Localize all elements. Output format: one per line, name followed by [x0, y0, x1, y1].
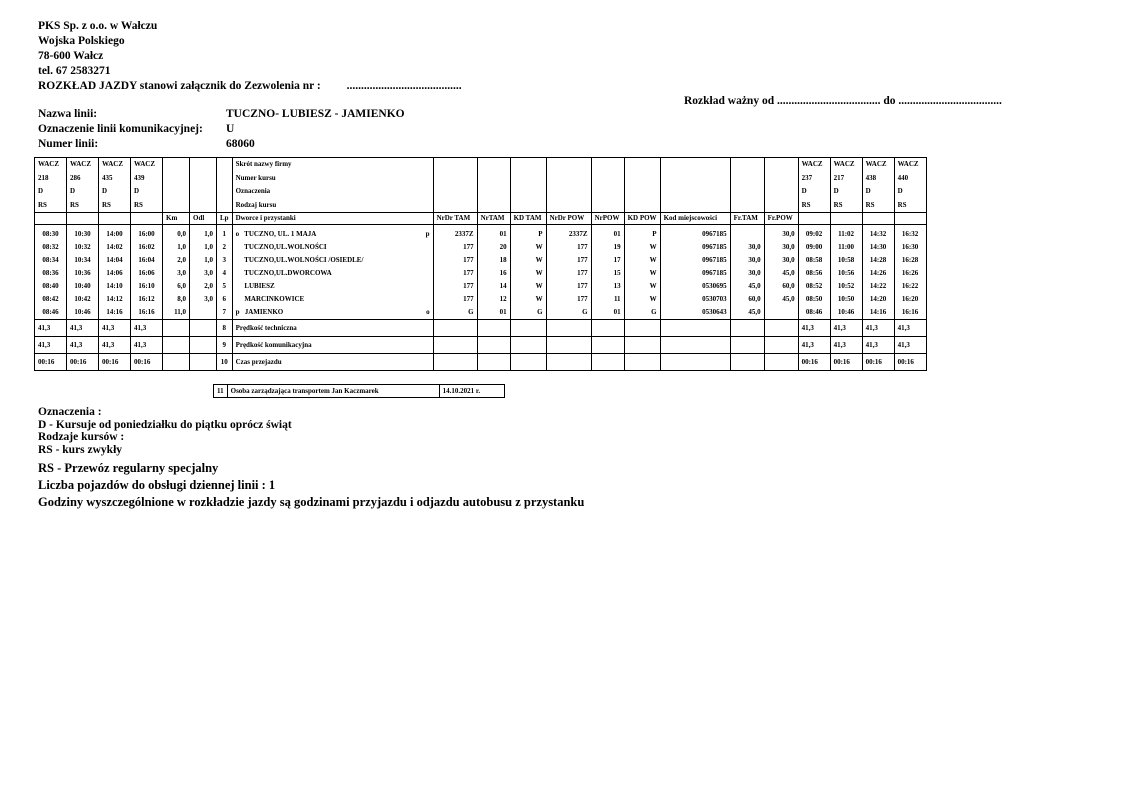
- stop-name: o TUCZNO, UL. 1 MAJA p: [235, 230, 430, 238]
- stop-km: 0,0: [177, 230, 186, 238]
- osoba-date: 14.10.2021 r.: [439, 385, 504, 398]
- left-times-col: [35, 225, 67, 320]
- stop-lp: 3: [222, 256, 227, 264]
- stop-lp: 1: [222, 230, 227, 238]
- line-name-value: TUCZNO- LUBIESZ - JAMIENKO: [226, 108, 405, 120]
- kd-pow-col: [624, 225, 660, 320]
- stop-lp: 2: [222, 243, 227, 251]
- fr-tam-col: [730, 225, 764, 320]
- header-legend-block: Skrót nazwy firmy Numer kursu Oznaczenia Rodzaj kursu: [232, 158, 433, 213]
- stop-nrdr-tam: 177: [463, 269, 474, 277]
- stop-nrdr-pow: G: [582, 308, 588, 316]
- legend-rs-plain: RS - kurs zwykły: [38, 444, 123, 456]
- departure-time: 10:58: [837, 256, 855, 264]
- stop-kod: 0967185: [702, 243, 727, 251]
- kd-tam-col: [510, 225, 546, 320]
- stops-data-row: [35, 225, 927, 320]
- departure-time: 14:16: [869, 308, 887, 316]
- departure-time: 16:22: [901, 282, 919, 290]
- odl-col: [190, 225, 217, 320]
- stop-nrdr-pow: 177: [577, 256, 588, 264]
- stop-kd-pow: W: [649, 256, 657, 264]
- transport-manager-box: [213, 384, 505, 398]
- stop-fr-pow: 45,0: [782, 295, 795, 303]
- stop-kd-pow: P: [652, 230, 657, 238]
- col-kd-pow: KD POW: [624, 213, 660, 225]
- stop-nr-pow: 13: [613, 282, 621, 290]
- departure-time: 16:00: [138, 230, 155, 238]
- stop-fr-pow: 60,0: [782, 282, 795, 290]
- stop-kod: 0967185: [702, 230, 727, 238]
- stop-kd-tam: W: [535, 243, 543, 251]
- stop-name: TUCZNO,UL.DWORCOWA: [235, 269, 332, 277]
- departure-time: 16:10: [138, 282, 155, 290]
- stop-lp: 4: [222, 269, 227, 277]
- legend-note: Godziny wyszczególnione w rozkładzie jazdy są godzinami przyjazdu i odjazdu autobusu z przystanku: [38, 495, 585, 509]
- stat-row-tech: 41,3 41,3 41,3 41,3 8 Prędkość techniczna 41,3 41,3 41,3 41,3: [35, 320, 927, 337]
- stop-km: 2,0: [177, 256, 186, 264]
- departure-time: 14:00: [106, 230, 123, 238]
- stop-odl: 3,0: [204, 295, 213, 303]
- departure-time: 10:46: [74, 308, 91, 316]
- legend-rs-special: RS - Przewóz regularny specjalny: [38, 461, 219, 475]
- stop-fr-tam: 30,0: [748, 256, 761, 264]
- right-course-header: WACZ 440 D RS: [894, 158, 926, 213]
- col-fr-tam: Fr.TAM: [730, 213, 764, 225]
- stop-nr-tam: 14: [499, 282, 507, 290]
- stop-kd-pow: G: [651, 308, 657, 316]
- stop-nrdr-pow: 177: [577, 295, 588, 303]
- nrdr-pow-col: [546, 225, 591, 320]
- left-course-header: WACZ 286 D RS: [67, 158, 99, 213]
- stop-nrdr-tam: 177: [463, 243, 474, 251]
- departure-time: 10:56: [837, 269, 855, 277]
- stop-name: TUCZNO,UL.WOLNOŚCI: [235, 243, 327, 251]
- departure-time: 14:16: [106, 308, 123, 316]
- km-col: [163, 225, 190, 320]
- column-headers-row: [35, 213, 927, 225]
- stop-nrdr-tam: 2337Z: [454, 230, 474, 238]
- stop-names-col: [232, 225, 433, 320]
- stop-nr-tam: 01: [499, 308, 507, 316]
- left-times-col: [67, 225, 99, 320]
- left-course-header: WACZ 439 D RS: [131, 158, 163, 213]
- departure-time: 10:30: [74, 230, 91, 238]
- departure-time: 16:04: [138, 256, 155, 264]
- stop-nr-pow: 01: [613, 308, 621, 316]
- col-nrdr-tam: NrDr TAM: [433, 213, 477, 225]
- departure-time: 16:20: [901, 295, 919, 303]
- stop-odl: 1,0: [204, 243, 213, 251]
- stop-fr-pow: 30,0: [782, 243, 795, 251]
- fr-pow-col: [764, 225, 798, 320]
- departure-time: 14:02: [106, 243, 123, 251]
- stat-row-czas: 00:16 00:16 00:16 00:16 10 Czas przejazdu 00:16 00:16 00:16 00:16: [35, 354, 927, 371]
- company-street: Wojska Polskiego: [38, 35, 125, 47]
- stop-kd-pow: W: [649, 295, 657, 303]
- departure-time: 11:00: [838, 243, 855, 251]
- stop-name: MARCINKOWICE: [235, 295, 305, 303]
- stop-nr-tam: 01: [499, 230, 507, 238]
- departure-time: 14:10: [106, 282, 123, 290]
- stop-fr-pow: 30,0: [782, 230, 795, 238]
- legend-d: D - Kursuje od poniedziałku do piątku oprócz świąt: [38, 419, 292, 431]
- line-number-label: Numer linii:: [38, 138, 99, 150]
- right-course-header: WACZ 217 D RS: [830, 158, 862, 213]
- line-designation-label: Oznaczenie linii komunikacyjnej:: [38, 123, 203, 135]
- left-course-header: WACZ 218 D RS: [35, 158, 67, 213]
- departure-time: 11:02: [838, 230, 855, 238]
- stop-kod: 0530703: [702, 295, 727, 303]
- departure-time: 09:02: [805, 230, 823, 238]
- departure-time: 08:30: [42, 230, 59, 238]
- stop-odl: 1,0: [204, 256, 213, 264]
- departure-time: 14:32: [869, 230, 887, 238]
- stop-nr-pow: 17: [613, 256, 621, 264]
- osoba-lp: 11: [214, 385, 228, 398]
- stop-odl: 3,0: [204, 269, 213, 277]
- departure-time: 14:22: [869, 282, 887, 290]
- stop-nrdr-tam: 177: [463, 295, 474, 303]
- validity-line: Rozkład ważny od .................................... do ....................................: [684, 95, 1002, 107]
- right-times-col: [830, 225, 862, 320]
- stop-nrdr-pow: 177: [577, 282, 588, 290]
- stop-fr-tam: 45,0: [748, 282, 761, 290]
- stop-nr-pow: 19: [613, 243, 621, 251]
- timetable: [34, 157, 927, 371]
- line-info: [38, 107, 405, 152]
- stop-nr-pow: 01: [613, 230, 621, 238]
- stop-kd-tam: W: [535, 269, 543, 277]
- departure-time: 14:20: [869, 295, 887, 303]
- departure-time: 16:12: [138, 295, 155, 303]
- stop-lp: 7: [222, 308, 227, 316]
- stop-kd-pow: W: [649, 282, 657, 290]
- departure-time: 14:04: [106, 256, 123, 264]
- company-city: 78-600 Wałcz: [38, 50, 104, 62]
- stop-name: LUBIESZ: [235, 282, 275, 290]
- stop-nr-pow: 15: [613, 269, 621, 277]
- legend-types-heading: Rodzaje kursów :: [38, 431, 125, 443]
- company-name: PKS Sp. z o.o. w Wałczu: [38, 20, 158, 32]
- stop-odl: 2,0: [204, 282, 213, 290]
- departure-time: 14:12: [106, 295, 123, 303]
- right-course-header: WACZ 237 D RS: [798, 158, 830, 213]
- stop-name: TUCZNO,UL.WOLNOŚCI /OSIEDLE/: [235, 256, 364, 264]
- departure-time: 10:52: [837, 282, 855, 290]
- stop-nr-tam: 12: [499, 295, 507, 303]
- stop-nrdr-pow: 177: [577, 269, 588, 277]
- departure-time: 10:32: [74, 243, 91, 251]
- departure-time: 08:42: [42, 295, 59, 303]
- company-phone: tel. 67 2583271: [38, 65, 111, 77]
- stop-lp: 5: [222, 282, 227, 290]
- stop-kod: 0530695: [702, 282, 727, 290]
- legend-vehicles: Liczba pojazdów do obsługi dziennej linii : 1: [38, 478, 276, 492]
- col-fr-pow: Fr.POW: [764, 213, 798, 225]
- departure-time: 16:02: [138, 243, 155, 251]
- line-name-label: Nazwa linii:: [38, 108, 98, 120]
- stop-fr-tam: 30,0: [748, 243, 761, 251]
- stop-fr-pow: 45,0: [782, 269, 795, 277]
- col-odl: Odl: [190, 213, 217, 225]
- stop-kd-tam: W: [535, 295, 543, 303]
- departure-time: 10:46: [837, 308, 855, 316]
- stat-row-kom: 41,3 41,3 41,3 41,3 9 Prędkość komunikacyjna 41,3 41,3 41,3 41,3: [35, 337, 927, 354]
- stop-nrdr-tam: G: [468, 308, 474, 316]
- stop-fr-pow: [768, 306, 795, 319]
- departure-time: 10:40: [74, 282, 91, 290]
- departure-time: 10:42: [74, 295, 91, 303]
- stop-nr-tam: 18: [499, 256, 507, 264]
- stop-kd-tam: P: [538, 230, 543, 238]
- line-designation-value: U: [226, 123, 235, 135]
- nr-tam-col: [477, 225, 510, 320]
- stop-fr-tam: 60,0: [748, 295, 761, 303]
- stop-kd-tam: W: [535, 282, 543, 290]
- stop-fr-pow: 30,0: [782, 256, 795, 264]
- right-times-col: [862, 225, 894, 320]
- stop-name: p JAMIENKO o: [235, 308, 430, 316]
- departure-time: 14:28: [869, 256, 887, 264]
- departure-time: 08:58: [805, 256, 823, 264]
- left-course-header: WACZ 435 D RS: [99, 158, 131, 213]
- right-times-col: [894, 225, 926, 320]
- departure-time: 08:46: [805, 308, 823, 316]
- col-nr-pow: NrPOW: [591, 213, 624, 225]
- col-stops: Dworce i przystanki: [232, 213, 433, 225]
- departure-time: 08:46: [42, 308, 59, 316]
- col-kod: Kod miejscowości: [660, 213, 730, 225]
- departure-time: 10:50: [837, 295, 855, 303]
- departure-time: 16:28: [901, 256, 919, 264]
- permit-line: ROZKŁAD JAZDY stanowi załącznik do Zezwolenia nr : ........................................: [38, 80, 462, 92]
- nr-pow-col: [591, 225, 624, 320]
- stop-kd-pow: W: [649, 243, 657, 251]
- departure-time: 14:30: [869, 243, 887, 251]
- osoba-label: Osoba zarządzająca transportem Jan Kaczmarek: [227, 385, 439, 398]
- stop-kd-pow: W: [649, 269, 657, 277]
- stop-kod: 0967185: [702, 256, 727, 264]
- departure-time: 08:32: [42, 243, 59, 251]
- stop-nrdr-tam: 177: [463, 282, 474, 290]
- stop-fr-tam: [734, 228, 761, 241]
- departure-time: 08:50: [805, 295, 823, 303]
- col-nr-tam: NrTAM: [477, 213, 510, 225]
- departure-time: 08:56: [805, 269, 823, 277]
- company-header: [38, 19, 462, 94]
- left-times-col: [131, 225, 163, 320]
- stop-km: 1,0: [177, 243, 186, 251]
- stop-fr-tam: 30,0: [748, 269, 761, 277]
- departure-time: 09:00: [805, 243, 823, 251]
- departure-time: 08:36: [42, 269, 59, 277]
- departure-time: 08:34: [42, 256, 59, 264]
- stop-km: 3,0: [177, 269, 186, 277]
- stop-nr-tam: 16: [499, 269, 507, 277]
- stat-label: Prędkość techniczna: [232, 320, 433, 337]
- timetable-header-row: [35, 158, 927, 213]
- stop-lp: 6: [222, 295, 227, 303]
- departure-time: 16:06: [138, 269, 155, 277]
- stop-km: 11,0: [174, 308, 186, 316]
- stop-odl: 1,0: [204, 230, 213, 238]
- departure-time: 16:16: [901, 308, 919, 316]
- stop-kd-tam: W: [535, 256, 543, 264]
- stop-nr-tam: 20: [499, 243, 507, 251]
- stop-nr-pow: 11: [613, 295, 621, 303]
- kod-col: [660, 225, 730, 320]
- stop-kod: 0530643: [702, 308, 727, 316]
- stat-label: Czas przejazdu: [232, 354, 433, 371]
- departure-time: 16:26: [901, 269, 919, 277]
- col-lp: Lp: [217, 213, 233, 225]
- stop-nrdr-pow: 2337Z: [568, 230, 588, 238]
- left-times-col: [99, 225, 131, 320]
- stop-kod: 0967185: [702, 269, 727, 277]
- stop-fr-tam: 45,0: [748, 308, 761, 316]
- stop-km: 6,0: [177, 282, 186, 290]
- departure-time: 08:40: [42, 282, 59, 290]
- stop-km: 8,0: [177, 295, 186, 303]
- departure-time: 16:16: [138, 308, 155, 316]
- stop-nrdr-pow: 177: [577, 243, 588, 251]
- right-course-header: WACZ 438 D RS: [862, 158, 894, 213]
- right-times-col: [798, 225, 830, 320]
- departure-time: 14:26: [869, 269, 887, 277]
- col-kd-tam: KD TAM: [510, 213, 546, 225]
- nrdr-tam-col: [433, 225, 477, 320]
- legend-heading: Oznaczenia :: [38, 406, 102, 418]
- departure-time: 14:06: [106, 269, 123, 277]
- line-number-value: 68060: [226, 138, 255, 150]
- departure-time: 16:32: [901, 230, 919, 238]
- departure-time: 10:36: [74, 269, 91, 277]
- departure-time: 10:34: [74, 256, 91, 264]
- departure-time: 16:30: [901, 243, 919, 251]
- stop-nrdr-tam: 177: [463, 256, 474, 264]
- stop-odl: [193, 306, 213, 319]
- col-nrdr-pow: NrDr POW: [546, 213, 591, 225]
- departure-time: 08:52: [805, 282, 823, 290]
- lp-col: [217, 225, 233, 320]
- col-km: Km: [163, 213, 190, 225]
- stat-label: Prędkość komunikacyjna: [232, 337, 433, 354]
- stop-kd-tam: G: [537, 308, 543, 316]
